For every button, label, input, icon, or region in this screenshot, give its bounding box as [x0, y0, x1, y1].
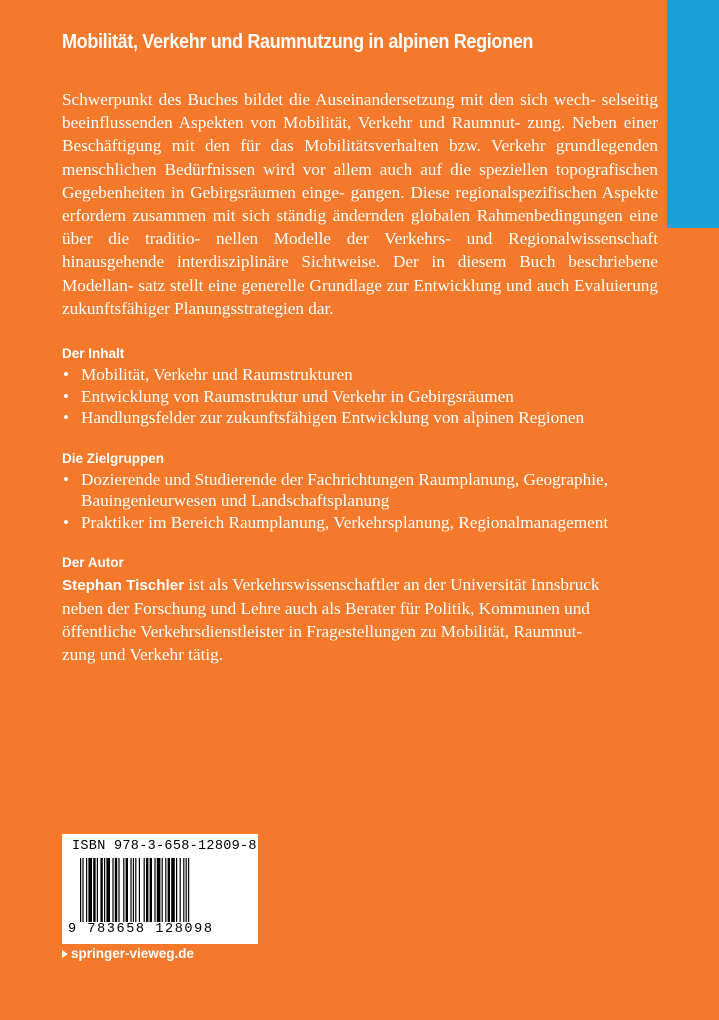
book-title: Mobilität, Verkehr und Raumnutzung in alpinen Regionen: [62, 30, 534, 53]
list-item: • Praktiker im Bereich Raumplanung, Verkehrsplanung, Regionalmanagement: [62, 512, 658, 534]
inhalt-heading: Der Inhalt: [62, 346, 125, 362]
zielgruppen-heading: Die Zielgruppen: [62, 450, 165, 466]
intro-paragraph: Schwerpunkt des Buches bildet die Auseinandersetzung mit den sich wech- selseitig beeinflussenden Aspekten von Mobilität, Verkehr und Raumnut- zung. Neben einer Beschäftigung mit den für das Mobilitätsverhalten bzw. Verkehr grundlegenden menschlichen Bedürfnissen wird vor allem auch auf die speziellen topografischen Gegebenheiten in Gebirgsräumen einge- gangen. Diese regionalspezifischen Aspekte erfordern zusammen mit sich ständig ändernden globalen Rahmenbedingungen eine über die traditio- nellen Modelle der Verkehrs- und Regionalwissenschaft hinausgehende interdisziplinäre Sichtweise. Der in diesem Buch beschriebene Modellan- satz stellt eine generelle Grundlage zur Entwicklung und auch Evaluierung zukunftsfähiger Planungsstrategien dar.: [62, 90, 659, 318]
list-item: • Dozierende und Studierende der Fachrichtungen Raumplanung, Geographie, Bauingenieurwesen und Landschaftsplanung: [62, 469, 658, 512]
isbn-number: ISBN 978-3-658-12809-8: [72, 839, 257, 854]
inhalt-list: [62, 364, 658, 429]
list-item: • Mobilität, Verkehr und Raumstrukturen: [62, 364, 658, 386]
publisher-link[interactable]: [62, 946, 194, 961]
barcode-digits: 9 783658 128098: [68, 922, 214, 937]
autor-heading: Der Autor: [62, 555, 124, 571]
author-paragraph: Stephan Tischler ist als Verkehrswissenschaftler an der Universität Innsbruck neben der Forschung und Lehre auch als Berater für Politik, Kommunen und öffentliche Verkehrsdienstleister in Fragestellungen zu Mobilität, Raumnut- zung und Verkehr tätig.: [62, 575, 600, 665]
isbn-barcode: [62, 834, 258, 944]
zielgruppen-list: [62, 469, 658, 534]
list-item: • Handlungsfelder zur zukunftsfähigen Entwicklung von alpinen Regionen: [62, 407, 658, 429]
list-item: • Entwicklung von Raumstruktur und Verkehr in Gebirgsräumen: [62, 386, 658, 408]
back-cover-text: [62, 30, 658, 666]
blue-corner-tab: [667, 0, 719, 228]
zielgruppen-section: [62, 449, 658, 534]
inhalt-section: [62, 344, 658, 429]
author-name: Stephan Tischler: [62, 577, 185, 595]
barcode-icon: [80, 858, 240, 922]
publisher-url: springer-vieweg.de: [71, 946, 195, 961]
autor-section: [62, 553, 658, 666]
arrow-right-icon: [62, 950, 68, 958]
